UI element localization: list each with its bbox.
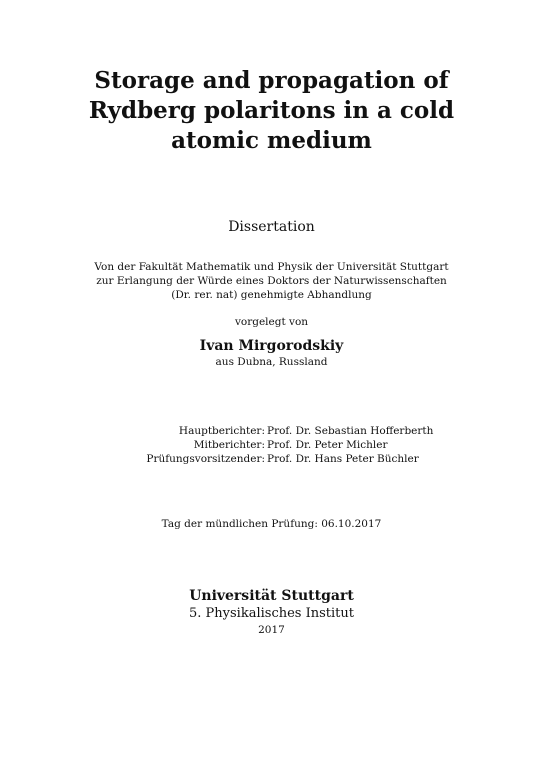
document-type: Dissertation: [228, 219, 315, 235]
committee-role: Prüfungsvorsitzender:: [146, 453, 265, 465]
committee-role: Hauptberichter:: [178, 425, 265, 437]
committee-member: Prof. Dr. Hans Peter Büchler: [267, 453, 419, 465]
exam-date: Tag der mündlichen Prüfung: 06.10.2017: [161, 518, 382, 530]
committee-member: Prof. Dr. Peter Michler: [267, 439, 388, 451]
author-name: Ivan Mirgorodskiy: [199, 338, 344, 354]
committee-row: [0, 424, 543, 438]
author-origin: aus Dubna, Russland: [215, 356, 328, 368]
faculty-statement-line-2: zur Erlangung der Würde eines Doktors der Naturwissenschaften: [96, 275, 447, 287]
committee-member: Prof. Dr. Sebastian Hofferberth: [267, 425, 434, 437]
university-name: Universität Stuttgart: [189, 588, 354, 604]
thesis-title-line-3: atomic medium: [171, 127, 372, 154]
publication-year: 2017: [258, 624, 285, 636]
thesis-title: [0, 66, 543, 156]
committee-row: [0, 452, 543, 466]
thesis-title-line-2: Rydberg polaritons in a cold: [88, 97, 455, 124]
thesis-title-line-1: Storage and propagation of: [94, 67, 449, 94]
institute-name: 5. Physikalisches Institut: [189, 606, 354, 621]
committee-row: [0, 438, 543, 452]
faculty-statement-line-3: (Dr. rer. nat) genehmigte Abhandlung: [171, 289, 372, 301]
submitted-by-label: vorgelegt von: [234, 316, 309, 328]
faculty-statement-line-1: Von der Fakultät Mathematik und Physik der Universität Stuttgart: [94, 261, 449, 273]
examination-committee: [0, 424, 543, 466]
committee-role: Mitberichter:: [193, 439, 265, 451]
faculty-statement: [0, 260, 543, 302]
